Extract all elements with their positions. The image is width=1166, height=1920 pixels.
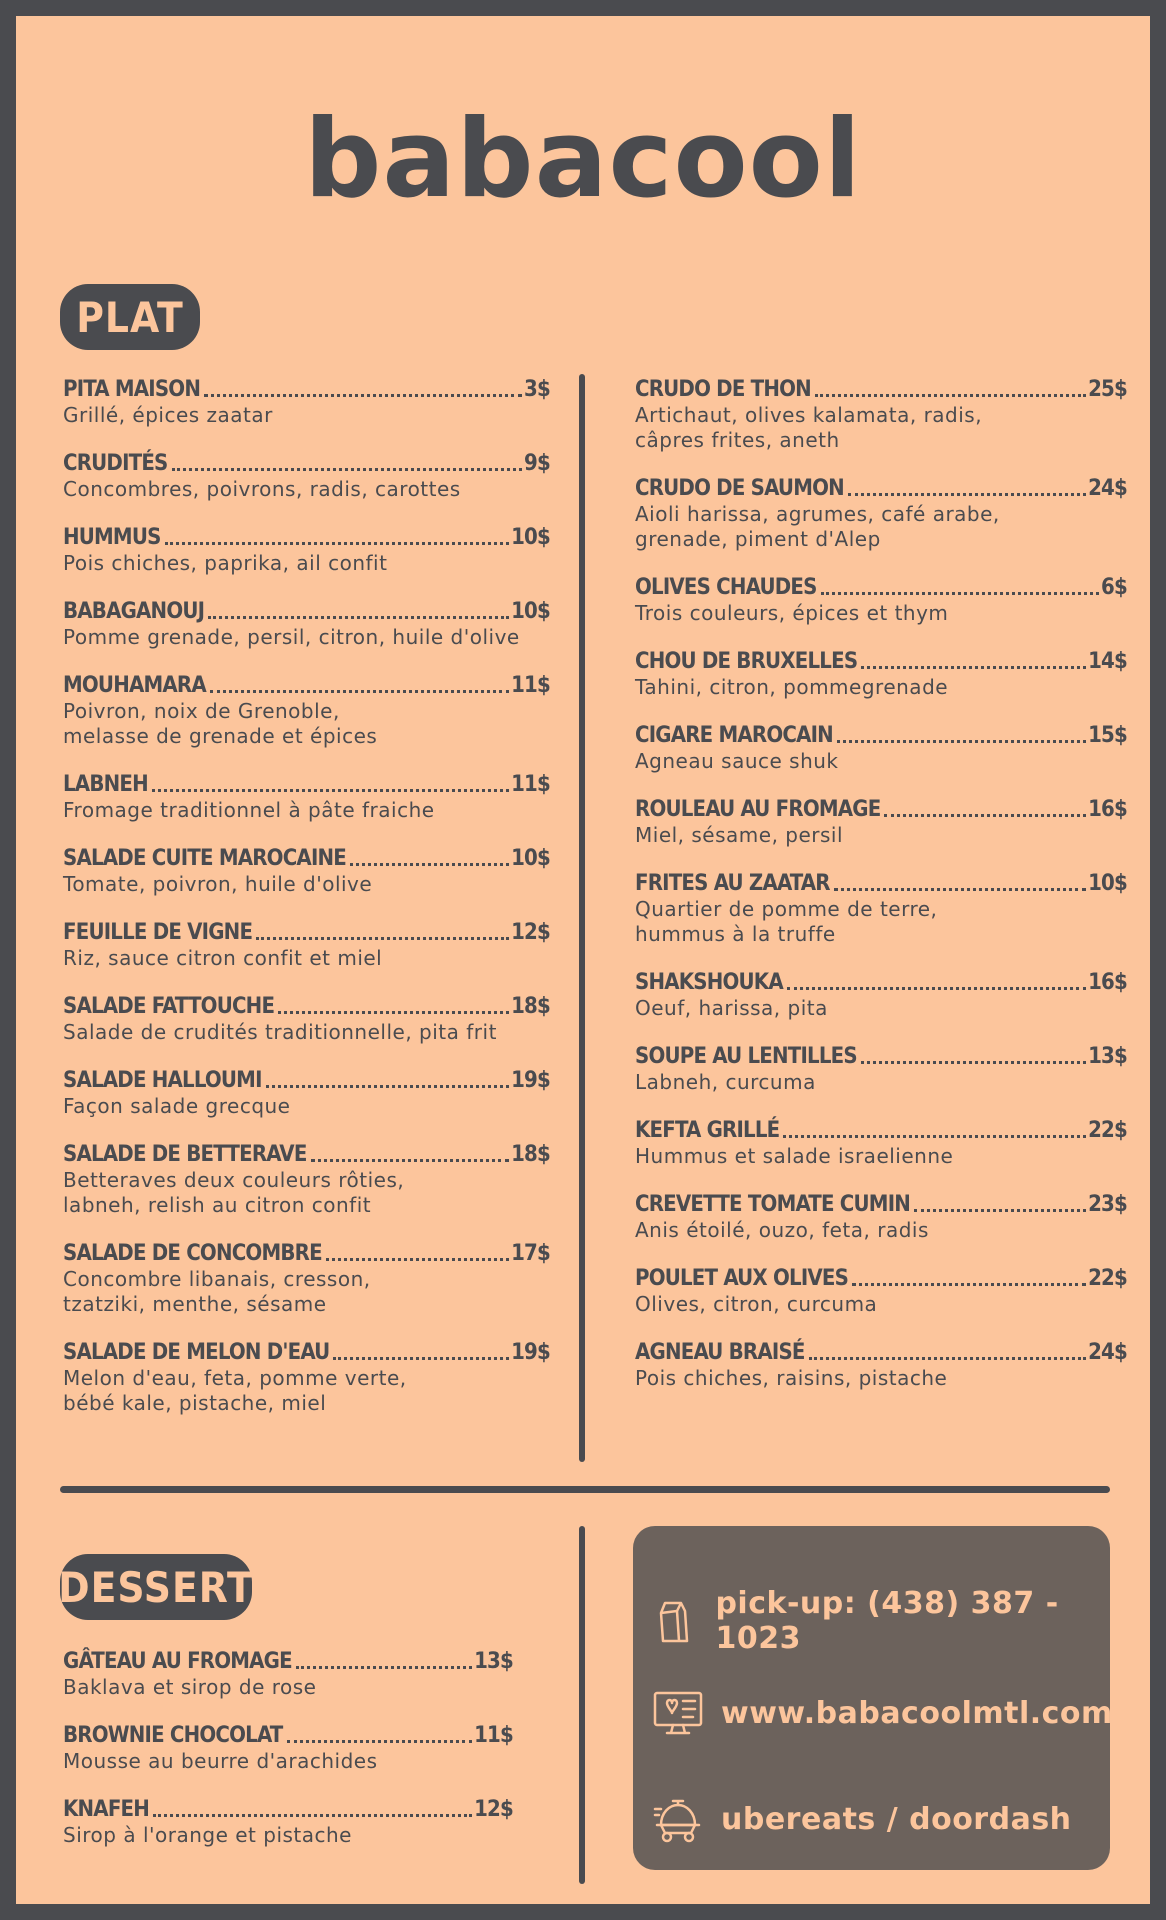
menu-item bbox=[635, 574, 1127, 626]
menu-item bbox=[635, 969, 1127, 1021]
menu-item-header bbox=[63, 1240, 550, 1267]
menu-item-header bbox=[63, 1648, 513, 1675]
brand-logo: babacool bbox=[304, 97, 862, 222]
menu-item-price: 18$ bbox=[511, 994, 550, 1019]
menu-item-name: SALADE HALLOUMI bbox=[63, 1068, 262, 1093]
menu-item bbox=[63, 1796, 513, 1848]
menu-item-name: SALADE CUITE MAROCAINE bbox=[63, 846, 346, 871]
menu-item-price: 17$ bbox=[511, 1241, 550, 1266]
dot-leader bbox=[326, 1258, 509, 1261]
dot-leader bbox=[266, 1085, 509, 1088]
menu-item bbox=[63, 1648, 513, 1700]
menu-item-header bbox=[635, 648, 1127, 675]
dot-leader bbox=[210, 690, 509, 693]
menu-item-description: Tahini, citron, pommegrenade bbox=[635, 675, 949, 699]
menu-item-description: Pois chiches, raisins, pistache bbox=[635, 1366, 948, 1390]
menu-item-name: SALADE DE CONCOMBRE bbox=[63, 1241, 322, 1266]
menu-item-description: Sirop à l'orange et pistache bbox=[63, 1823, 352, 1847]
menu-item-price: 10$ bbox=[511, 525, 550, 550]
menu-item-name: SALADE DE BETTERAVE bbox=[63, 1142, 307, 1167]
menu-item bbox=[635, 796, 1127, 848]
menu-item-header bbox=[635, 722, 1127, 749]
menu-item-header bbox=[635, 1117, 1127, 1144]
menu-item-description: Miel, sésame, persil bbox=[635, 823, 844, 847]
dot-leader bbox=[333, 1357, 509, 1360]
menu-item bbox=[63, 672, 550, 749]
menu-item-price: 24$ bbox=[1088, 476, 1127, 501]
dot-leader bbox=[787, 987, 1086, 990]
menu-item-price: 25$ bbox=[1088, 377, 1127, 402]
column-divider bbox=[579, 374, 585, 1462]
menu-item-header bbox=[63, 771, 550, 798]
menu-item bbox=[63, 1722, 513, 1774]
section-title-plat: PLAT bbox=[60, 284, 200, 350]
dot-leader bbox=[256, 937, 509, 940]
dot-leader bbox=[296, 1666, 472, 1669]
delivery-cloche-icon bbox=[651, 1792, 705, 1846]
menu-item bbox=[635, 1265, 1127, 1317]
menu-item-price: 13$ bbox=[1088, 1044, 1127, 1069]
menu-item-description: Melon d'eau, feta, pomme verte, bébé kale, pistache, miel bbox=[63, 1366, 407, 1415]
menu-item-description: Anis étoilé, ouzo, feta, radis bbox=[635, 1218, 929, 1242]
menu-item bbox=[63, 1067, 550, 1119]
menu-item-description: Agneau sauce shuk bbox=[635, 749, 839, 773]
menu-item bbox=[63, 919, 550, 971]
website-url: www.babacoolmtl.com bbox=[721, 1695, 1113, 1731]
menu-item bbox=[635, 722, 1127, 774]
menu-item-name: BABAGANOUJ bbox=[63, 599, 205, 624]
menu-item-description: Fromage traditionnel à pâte fraiche bbox=[63, 798, 435, 822]
dot-leader bbox=[153, 1814, 472, 1817]
menu-item-name: GÂTEAU AU FROMAGE bbox=[63, 1649, 292, 1674]
menu-item-price: 22$ bbox=[1088, 1118, 1127, 1143]
menu-item-header bbox=[635, 376, 1127, 403]
dot-leader bbox=[852, 1283, 1086, 1286]
delivery-row[interactable] bbox=[651, 1792, 1072, 1846]
menu-item-name: CHOU DE BRUXELLES bbox=[635, 649, 858, 674]
menu-item-header bbox=[63, 1141, 550, 1168]
menu-item-header bbox=[635, 475, 1127, 502]
menu-item-price: 11$ bbox=[511, 772, 550, 797]
menu-item-description: Grillé, épices zaatar bbox=[63, 403, 273, 427]
menu-item bbox=[635, 1191, 1127, 1243]
menu-item-name: OLIVES CHAUDES bbox=[635, 575, 817, 600]
menu-item-description: Quartier de pomme de terre, hummus à la truffe bbox=[635, 897, 938, 946]
menu-item-header bbox=[635, 1265, 1127, 1292]
menu-item-description: Trois couleurs, épices et thym bbox=[635, 601, 949, 625]
menu-item-name: FRITES AU ZAATAR bbox=[635, 871, 830, 896]
dessert-column bbox=[63, 1648, 513, 1870]
menu-item-price: 13$ bbox=[474, 1649, 513, 1674]
dot-leader bbox=[350, 863, 509, 866]
menu-item bbox=[635, 1339, 1127, 1391]
menu-item-price: 6$ bbox=[1101, 575, 1127, 600]
menu-item bbox=[63, 1339, 550, 1416]
menu-item-name: POULET AUX OLIVES bbox=[635, 1266, 849, 1291]
menu-item-price: 14$ bbox=[1088, 649, 1127, 674]
takeout-bag-icon bbox=[651, 1594, 699, 1648]
menu-item-description: Aioli harissa, agrumes, café arabe, grenade, piment d'Alep bbox=[635, 502, 1000, 551]
menu-item-name: HUMMUS bbox=[63, 525, 161, 550]
menu-item-description: Hummus et salade israelienne bbox=[635, 1144, 954, 1168]
menu-item-price: 3$ bbox=[524, 377, 550, 402]
pickup-row[interactable] bbox=[651, 1586, 1110, 1656]
menu-item-description: Betteraves deux couleurs rôties, labneh, relish au citron confit bbox=[63, 1168, 405, 1217]
menu-item-price: 16$ bbox=[1088, 970, 1127, 995]
menu-item bbox=[63, 450, 550, 502]
contact-panel bbox=[633, 1526, 1113, 1870]
menu-item bbox=[635, 376, 1127, 453]
menu-item-description: Baklava et sirop de rose bbox=[63, 1675, 317, 1699]
dot-leader bbox=[287, 1740, 473, 1743]
dot-leader bbox=[834, 888, 1086, 891]
dot-leader bbox=[152, 789, 509, 792]
dot-leader bbox=[783, 1135, 1086, 1138]
column-divider-bottom bbox=[579, 1526, 585, 1884]
menu-item-header bbox=[63, 919, 550, 946]
dot-leader bbox=[884, 814, 1086, 817]
dot-leader bbox=[821, 592, 1099, 595]
menu-item-name: SHAKSHOUKA bbox=[635, 970, 783, 995]
menu-item-description: Olives, citron, curcuma bbox=[635, 1292, 878, 1316]
dot-leader bbox=[837, 740, 1086, 743]
menu-item-description: Concombres, poivrons, radis, carottes bbox=[63, 477, 461, 501]
plat-right-column bbox=[635, 376, 1127, 1413]
menu-item-description: Pomme grenade, persil, citron, huile d'olive bbox=[63, 625, 520, 649]
menu-item-header bbox=[635, 1339, 1127, 1366]
menu-item-description: Artichaut, olives kalamata, radis, câpres frites, aneth bbox=[635, 403, 983, 452]
menu-item-price: 11$ bbox=[474, 1723, 513, 1748]
menu-item-price: 19$ bbox=[511, 1340, 550, 1365]
menu-item bbox=[635, 1117, 1127, 1169]
menu-item-name: KEFTA GRILLÉ bbox=[635, 1118, 780, 1143]
menu-item-name: CRUDO DE SAUMON bbox=[635, 476, 844, 501]
menu-item-name: BROWNIE CHOCOLAT bbox=[63, 1723, 283, 1748]
pickup-phone: pick-up: (438) 387 - 1023 bbox=[715, 1586, 1059, 1656]
dot-leader bbox=[165, 542, 510, 545]
menu-item-header bbox=[63, 598, 550, 625]
menu-item bbox=[63, 524, 550, 576]
dot-leader bbox=[278, 1011, 509, 1014]
dot-leader bbox=[172, 468, 523, 471]
menu-item-name: PITA MAISON bbox=[63, 377, 201, 402]
menu-item-price: 11$ bbox=[511, 673, 550, 698]
menu-item-description: Pois chiches, paprika, ail confit bbox=[63, 551, 388, 575]
menu-item-price: 9$ bbox=[524, 451, 550, 476]
menu-item-name: CRUDO DE THON bbox=[635, 377, 811, 402]
menu-item-header bbox=[635, 969, 1127, 996]
menu-item-description: Salade de crudités traditionnelle, pita frit bbox=[63, 1020, 497, 1044]
menu-item-price: 12$ bbox=[511, 920, 550, 945]
menu-item-header bbox=[63, 376, 550, 403]
dot-leader bbox=[809, 1357, 1086, 1360]
delivery-services: ubereats / doordash bbox=[721, 1801, 1072, 1837]
menu-page bbox=[16, 16, 1150, 1904]
menu-item-description: Oeuf, harissa, pita bbox=[635, 996, 828, 1020]
menu-item-description: Labneh, curcuma bbox=[635, 1070, 816, 1094]
menu-item-header bbox=[63, 1722, 513, 1749]
dot-leader bbox=[861, 1061, 1086, 1064]
menu-item bbox=[63, 771, 550, 823]
menu-item-header bbox=[635, 796, 1127, 823]
menu-item-name: KNAFEH bbox=[63, 1797, 150, 1822]
menu-item-description: Poivron, noix de Grenoble, melasse de grenade et épices bbox=[63, 699, 378, 748]
menu-item bbox=[63, 1240, 550, 1317]
menu-item bbox=[63, 376, 550, 428]
menu-item-price: 19$ bbox=[511, 1068, 550, 1093]
menu-item bbox=[63, 598, 550, 650]
menu-item-header bbox=[63, 1339, 550, 1366]
menu-item-price: 10$ bbox=[1088, 871, 1127, 896]
menu-item-price: 18$ bbox=[511, 1142, 550, 1167]
menu-item bbox=[635, 648, 1127, 700]
menu-item-price: 23$ bbox=[1088, 1192, 1127, 1217]
menu-item bbox=[635, 475, 1127, 552]
menu-item-header bbox=[63, 1067, 550, 1094]
menu-item-price: 10$ bbox=[511, 846, 550, 871]
dot-leader bbox=[815, 394, 1086, 397]
menu-item-header bbox=[63, 672, 550, 699]
menu-item-name: ROULEAU AU FROMAGE bbox=[635, 797, 881, 822]
menu-item-price: 22$ bbox=[1088, 1266, 1127, 1291]
section-divider bbox=[60, 1486, 1110, 1493]
menu-item-name: CRUDITÉS bbox=[63, 451, 168, 476]
menu-item-header bbox=[635, 1043, 1127, 1070]
menu-item-price: 15$ bbox=[1088, 723, 1127, 748]
menu-item-description: Façon salade grecque bbox=[63, 1094, 291, 1118]
menu-item-name: MOUHAMARA bbox=[63, 673, 206, 698]
dot-leader bbox=[861, 666, 1086, 669]
menu-item-price: 24$ bbox=[1088, 1340, 1127, 1365]
menu-item-header bbox=[63, 1796, 513, 1823]
menu-item bbox=[63, 1141, 550, 1218]
dot-leader bbox=[208, 616, 509, 619]
dot-leader bbox=[914, 1209, 1086, 1212]
menu-item-name: LABNEH bbox=[63, 772, 148, 797]
plat-left-column bbox=[63, 376, 550, 1438]
menu-item-header bbox=[63, 450, 550, 477]
dot-leader bbox=[204, 394, 522, 397]
menu-item bbox=[63, 845, 550, 897]
menu-item-description: Concombre libanais, cresson, tzatziki, menthe, sésame bbox=[63, 1267, 371, 1316]
menu-item-name: SALADE DE MELON D'EAU bbox=[63, 1340, 330, 1365]
menu-item-name: FEUILLE DE VIGNE bbox=[63, 920, 253, 945]
menu-item-name: SALADE FATTOUCHE bbox=[63, 994, 275, 1019]
website-row[interactable] bbox=[651, 1686, 1113, 1740]
dot-leader bbox=[311, 1159, 510, 1162]
menu-item-description: Mousse au beurre d'arachides bbox=[63, 1749, 378, 1773]
dot-leader bbox=[848, 493, 1086, 496]
menu-item-name: SOUPE AU LENTILLES bbox=[635, 1044, 857, 1069]
menu-item-description: Riz, sauce citron confit et miel bbox=[63, 946, 383, 970]
menu-item-description: Tomate, poivron, huile d'olive bbox=[63, 872, 373, 896]
menu-item-price: 12$ bbox=[474, 1797, 513, 1822]
menu-item-price: 16$ bbox=[1088, 797, 1127, 822]
menu-item-price: 10$ bbox=[511, 599, 550, 624]
menu-item-header bbox=[635, 574, 1127, 601]
menu-item-header bbox=[63, 993, 550, 1020]
menu-item bbox=[635, 870, 1127, 947]
menu-item-header bbox=[63, 524, 550, 551]
section-title-dessert: DESSERT bbox=[60, 1554, 252, 1620]
menu-item-name: CIGARE MAROCAIN bbox=[635, 723, 833, 748]
menu-item bbox=[63, 993, 550, 1045]
menu-item bbox=[635, 1043, 1127, 1095]
website-icon bbox=[651, 1686, 705, 1740]
menu-item-header bbox=[635, 870, 1127, 897]
menu-item-header bbox=[63, 845, 550, 872]
menu-item-name: CREVETTE TOMATE CUMIN bbox=[635, 1192, 911, 1217]
menu-item-header bbox=[635, 1191, 1127, 1218]
menu-item-name: AGNEAU BRAISÉ bbox=[635, 1340, 805, 1365]
